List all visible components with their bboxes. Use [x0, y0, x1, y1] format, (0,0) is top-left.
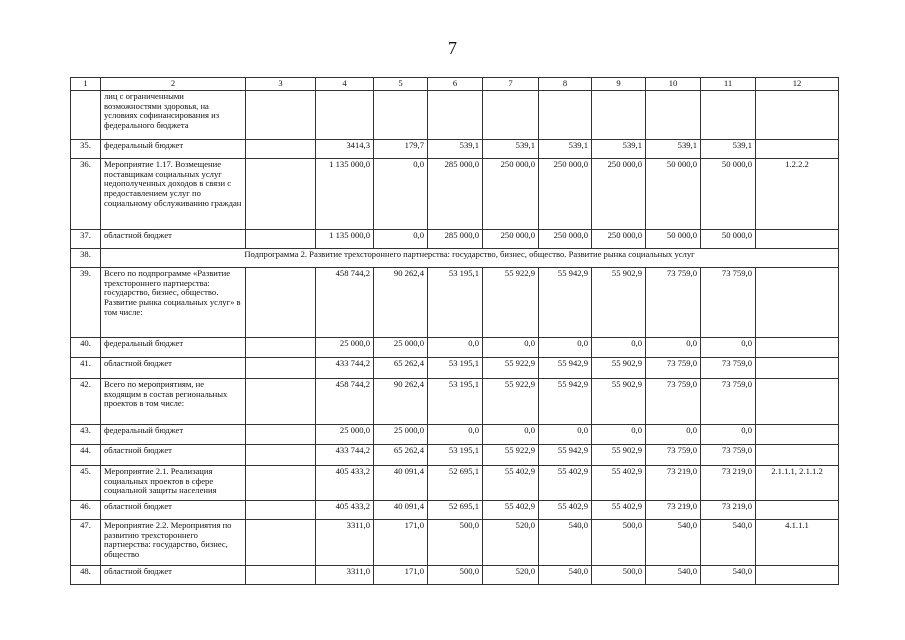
table-row	[71, 379, 839, 425]
amount-cell: 433 744,2	[316, 445, 374, 466]
amount-cell: 171,0	[374, 566, 428, 585]
amount-cell: 73 219,0	[646, 501, 701, 520]
item-name: лиц с ограниченными возможностями здоровья, на условиях софинансирования из федерального бюджета	[101, 91, 246, 140]
amount-cell	[701, 91, 756, 140]
amount-cell: 73 219,0	[701, 501, 756, 520]
amount-cell: 55 402,9	[539, 466, 592, 501]
column-number: 4	[316, 78, 374, 91]
amount-cell: 540,0	[701, 520, 756, 566]
row-number: 44.	[71, 445, 101, 466]
column-3-cell	[246, 268, 316, 338]
amount-cell: 53 195,1	[428, 379, 483, 425]
amount-cell	[592, 91, 646, 140]
amount-cell: 539,1	[592, 140, 646, 159]
table-row	[71, 268, 839, 338]
amount-cell: 250 000,0	[539, 159, 592, 230]
column-number: 5	[374, 78, 428, 91]
column-3-cell	[246, 140, 316, 159]
table-row	[71, 338, 839, 358]
amount-cell: 55 922,9	[483, 445, 539, 466]
table-row	[71, 358, 839, 379]
amount-cell: 55 402,9	[483, 466, 539, 501]
amount-cell: 55 902,9	[592, 358, 646, 379]
amount-cell: 52 695,1	[428, 466, 483, 501]
amount-cell: 73 759,0	[646, 379, 701, 425]
row-number: 38.	[71, 249, 101, 268]
amount-cell: 73 759,0	[701, 358, 756, 379]
table-row	[71, 230, 839, 249]
amount-cell: 73 759,0	[701, 445, 756, 466]
amount-cell: 433 744,2	[316, 358, 374, 379]
table-row	[71, 520, 839, 566]
row-number: 35.	[71, 140, 101, 159]
item-name: федеральный бюджет	[101, 140, 246, 159]
table-body	[71, 78, 839, 585]
column-number: 8	[539, 78, 592, 91]
column-number: 7	[483, 78, 539, 91]
target-indicator-code	[756, 445, 839, 466]
amount-cell: 0,0	[701, 425, 756, 445]
column-number: 9	[592, 78, 646, 91]
amount-cell: 179,7	[374, 140, 428, 159]
item-name: областной бюджет	[101, 566, 246, 585]
item-name: областной бюджет	[101, 501, 246, 520]
amount-cell: 540,0	[539, 520, 592, 566]
target-indicator-code	[756, 566, 839, 585]
target-indicator-code: 2.1.1.1, 2.1.1.2	[756, 466, 839, 501]
amount-cell: 500,0	[428, 566, 483, 585]
item-name: федеральный бюджет	[101, 425, 246, 445]
amount-cell: 0,0	[483, 338, 539, 358]
amount-cell: 65 262,4	[374, 358, 428, 379]
column-number: 2	[101, 78, 246, 91]
table-row	[71, 501, 839, 520]
amount-cell: 405 433,2	[316, 466, 374, 501]
row-number: 37.	[71, 230, 101, 249]
amount-cell: 540,0	[539, 566, 592, 585]
target-indicator-code	[756, 140, 839, 159]
column-3-cell	[246, 566, 316, 585]
column-3-cell	[246, 425, 316, 445]
amount-cell: 285 000,0	[428, 230, 483, 249]
column-3-cell	[246, 501, 316, 520]
amount-cell: 540,0	[701, 566, 756, 585]
column-3-cell	[246, 91, 316, 140]
amount-cell: 40 091,4	[374, 501, 428, 520]
amount-cell: 0,0	[592, 338, 646, 358]
amount-cell: 90 262,4	[374, 379, 428, 425]
amount-cell: 171,0	[374, 520, 428, 566]
amount-cell: 55 942,9	[539, 445, 592, 466]
row-number: 39.	[71, 268, 101, 338]
amount-cell: 55 402,9	[592, 501, 646, 520]
amount-cell: 0,0	[374, 159, 428, 230]
amount-cell: 52 695,1	[428, 501, 483, 520]
amount-cell: 540,0	[646, 566, 701, 585]
amount-cell: 65 262,4	[374, 445, 428, 466]
amount-cell: 90 262,4	[374, 268, 428, 338]
table-row	[71, 91, 839, 140]
amount-cell: 1 135 000,0	[316, 230, 374, 249]
amount-cell: 0,0	[483, 425, 539, 445]
row-number: 43.	[71, 425, 101, 445]
amount-cell: 3311,0	[316, 520, 374, 566]
target-indicator-code	[756, 91, 839, 140]
amount-cell: 0,0	[539, 338, 592, 358]
target-indicator-code	[756, 230, 839, 249]
target-indicator-code	[756, 425, 839, 445]
amount-cell: 40 091,4	[374, 466, 428, 501]
amount-cell: 55 402,9	[592, 466, 646, 501]
amount-cell: 539,1	[428, 140, 483, 159]
amount-cell: 55 922,9	[483, 268, 539, 338]
amount-cell: 500,0	[592, 520, 646, 566]
item-name: Мероприятие 2.1. Реализация социальных проектов в сфере социальной защиты населения	[101, 466, 246, 501]
amount-cell: 250 000,0	[483, 159, 539, 230]
amount-cell: 73 219,0	[646, 466, 701, 501]
amount-cell: 55 902,9	[592, 379, 646, 425]
item-name: областной бюджет	[101, 358, 246, 379]
amount-cell: 0,0	[374, 230, 428, 249]
row-number: 41.	[71, 358, 101, 379]
amount-cell: 55 922,9	[483, 358, 539, 379]
target-indicator-code	[756, 358, 839, 379]
amount-cell: 458 744,2	[316, 379, 374, 425]
column-number: 3	[246, 78, 316, 91]
amount-cell: 0,0	[592, 425, 646, 445]
column-3-cell	[246, 466, 316, 501]
row-number	[71, 91, 101, 140]
amount-cell: 25 000,0	[316, 338, 374, 358]
amount-cell	[483, 91, 539, 140]
amount-cell	[539, 91, 592, 140]
amount-cell: 1 135 000,0	[316, 159, 374, 230]
amount-cell: 55 402,9	[539, 501, 592, 520]
column-number: 6	[428, 78, 483, 91]
item-name: Мероприятие 2.2. Мероприятия по развитию трехстороннего партнерства: государство, бизнес, общество	[101, 520, 246, 566]
target-indicator-code	[756, 338, 839, 358]
amount-cell: 539,1	[646, 140, 701, 159]
amount-cell: 539,1	[701, 140, 756, 159]
subprogram-row	[71, 249, 839, 268]
amount-cell	[316, 91, 374, 140]
amount-cell: 0,0	[646, 338, 701, 358]
amount-cell	[646, 91, 701, 140]
amount-cell: 50 000,0	[701, 230, 756, 249]
amount-cell: 50 000,0	[646, 159, 701, 230]
item-name: областной бюджет	[101, 445, 246, 466]
amount-cell: 53 195,1	[428, 445, 483, 466]
amount-cell: 55 942,9	[539, 268, 592, 338]
column-number: 10	[646, 78, 701, 91]
amount-cell: 73 759,0	[701, 379, 756, 425]
row-number: 45.	[71, 466, 101, 501]
item-name: Мероприятие 1.17. Возмещение поставщикам социальных услуг недополученных доходов в связи с предоставлением услуг по социальному обслуживанию граждан	[101, 159, 246, 230]
amount-cell: 500,0	[428, 520, 483, 566]
target-indicator-code: 1.2.2.2	[756, 159, 839, 230]
amount-cell: 285 000,0	[428, 159, 483, 230]
amount-cell: 520,0	[483, 566, 539, 585]
subprogram-title: Подпрограмма 2. Развитие трехстороннего партнерства: государство, бизнес, общество. Развитие рынка социальных услуг	[101, 249, 839, 268]
amount-cell: 458 744,2	[316, 268, 374, 338]
target-indicator-code	[756, 501, 839, 520]
target-indicator-code	[756, 379, 839, 425]
column-number-row	[71, 78, 839, 91]
amount-cell: 55 902,9	[592, 445, 646, 466]
amount-cell: 250 000,0	[592, 230, 646, 249]
amount-cell	[374, 91, 428, 140]
amount-cell: 73 759,0	[646, 268, 701, 338]
row-number: 42.	[71, 379, 101, 425]
row-number: 47.	[71, 520, 101, 566]
column-3-cell	[246, 358, 316, 379]
amount-cell: 0,0	[701, 338, 756, 358]
amount-cell: 250 000,0	[592, 159, 646, 230]
amount-cell: 55 922,9	[483, 379, 539, 425]
amount-cell: 250 000,0	[539, 230, 592, 249]
amount-cell: 55 942,9	[539, 358, 592, 379]
amount-cell: 55 402,9	[483, 501, 539, 520]
amount-cell: 55 902,9	[592, 268, 646, 338]
column-3-cell	[246, 338, 316, 358]
row-number: 40.	[71, 338, 101, 358]
amount-cell: 250 000,0	[483, 230, 539, 249]
amount-cell: 25 000,0	[316, 425, 374, 445]
column-3-cell	[246, 445, 316, 466]
amount-cell: 0,0	[428, 425, 483, 445]
column-3-cell	[246, 520, 316, 566]
table-row	[71, 445, 839, 466]
column-number: 12	[756, 78, 839, 91]
item-name: федеральный бюджет	[101, 338, 246, 358]
amount-cell: 0,0	[539, 425, 592, 445]
target-indicator-code	[756, 268, 839, 338]
amount-cell: 520,0	[483, 520, 539, 566]
column-number: 11	[701, 78, 756, 91]
column-3-cell	[246, 379, 316, 425]
amount-cell: 500,0	[592, 566, 646, 585]
row-number: 48.	[71, 566, 101, 585]
amount-cell: 55 942,9	[539, 379, 592, 425]
amount-cell	[428, 91, 483, 140]
table-row	[71, 425, 839, 445]
item-name: Всего по подпрограмме «Развитие трехстороннего партнерства: государство, бизнес, общество. Развитие рынка социальных услуг» в том числе:	[101, 268, 246, 338]
amount-cell: 405 433,2	[316, 501, 374, 520]
amount-cell: 73 759,0	[646, 358, 701, 379]
amount-cell: 25 000,0	[374, 425, 428, 445]
page-number: 7	[448, 38, 457, 58]
amount-cell: 25 000,0	[374, 338, 428, 358]
amount-cell: 539,1	[483, 140, 539, 159]
column-3-cell	[246, 230, 316, 249]
row-number: 46.	[71, 501, 101, 520]
amount-cell: 73 759,0	[701, 268, 756, 338]
amount-cell: 53 195,1	[428, 268, 483, 338]
table-row	[71, 566, 839, 585]
column-number: 1	[71, 78, 101, 91]
amount-cell: 50 000,0	[701, 159, 756, 230]
amount-cell: 3311,0	[316, 566, 374, 585]
amount-cell: 50 000,0	[646, 230, 701, 249]
amount-cell: 0,0	[646, 425, 701, 445]
row-number: 36.	[71, 159, 101, 230]
budget-table	[70, 77, 839, 585]
target-indicator-code: 4.1.1.1	[756, 520, 839, 566]
amount-cell: 540,0	[646, 520, 701, 566]
item-name: Всего по мероприятиям, не входящим в состав региональных проектов в том числе:	[101, 379, 246, 425]
amount-cell: 0,0	[428, 338, 483, 358]
amount-cell: 539,1	[539, 140, 592, 159]
table-row	[71, 140, 839, 159]
amount-cell: 3414,3	[316, 140, 374, 159]
amount-cell: 73 219,0	[701, 466, 756, 501]
table-row	[71, 466, 839, 501]
table-row	[71, 159, 839, 230]
amount-cell: 73 759,0	[646, 445, 701, 466]
item-name: областной бюджет	[101, 230, 246, 249]
column-3-cell	[246, 159, 316, 230]
amount-cell: 53 195,1	[428, 358, 483, 379]
